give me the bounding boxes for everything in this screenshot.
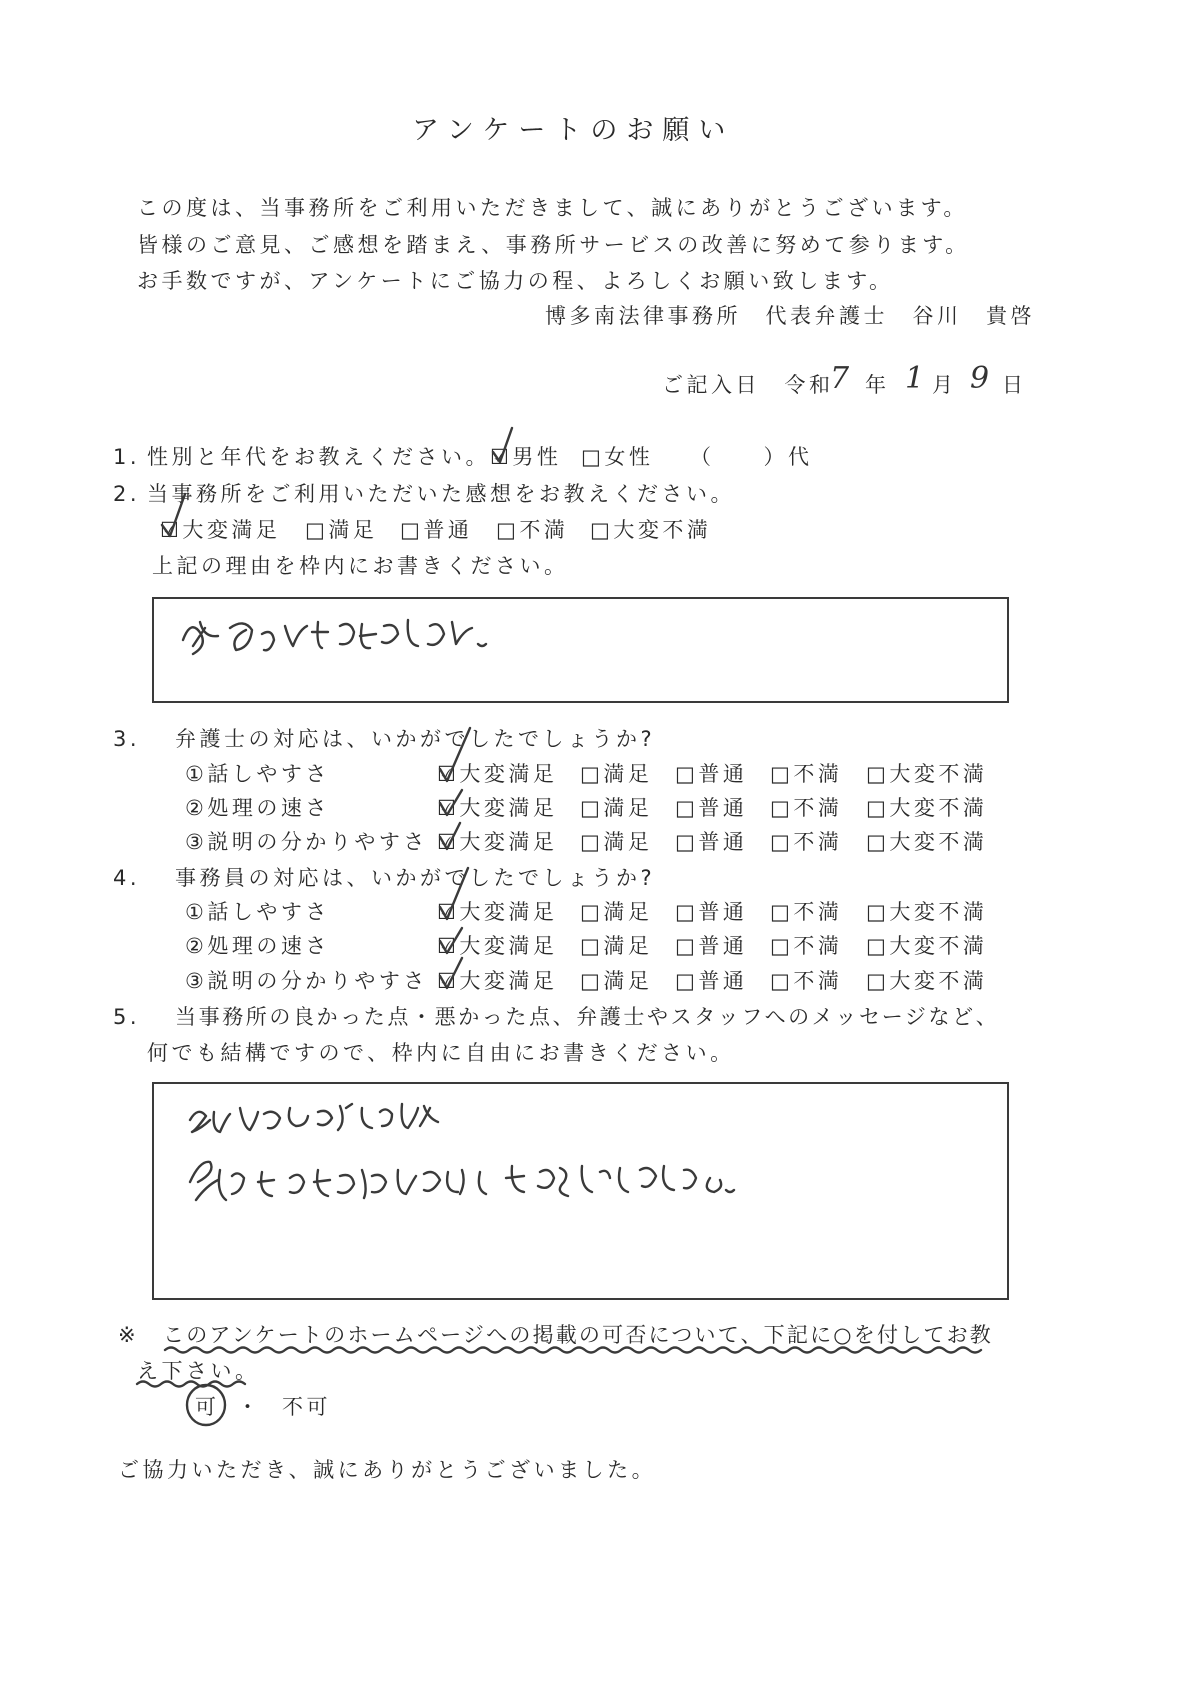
q4-row-3-satisfied[interactable]: □満足 — [580, 969, 653, 993]
q2-option-very-dissatisfied[interactable]: □大変不満 — [590, 518, 712, 542]
q3-row-1-satisfied[interactable]: □満足 — [580, 762, 653, 786]
q4-row-1-satisfied[interactable]: □満足 — [580, 900, 653, 924]
q4-row-3-label: ③説明の分かりやすさ — [185, 969, 428, 993]
note-wavy-underline-1 — [165, 1348, 981, 1353]
date-day-value[interactable]: 9 — [970, 361, 993, 396]
q3-row-1-dissatisfied[interactable]: □不満 — [770, 762, 843, 786]
q2-option-very-satisfied[interactable]: ☑大変満足 — [160, 518, 281, 542]
consent-separator: ・ — [237, 1395, 262, 1419]
q5-number: 5. — [113, 1005, 141, 1029]
q4-row-3-dissatisfied[interactable]: □不満 — [770, 969, 843, 993]
q5-line-2: 何でも結構ですので、枠内に自由にお書きください。 — [147, 1041, 735, 1065]
intro-line-2: 皆様のご意見、ご感想を踏まえ、事務所サービスの改善に努めて参ります。 — [137, 233, 970, 257]
q4-row-2-very-dissatisfied[interactable]: □大変不満 — [866, 934, 988, 958]
q3-text: 弁護士の対応は、いかがでしたでしょうか? — [175, 727, 656, 751]
q2-option-dissatisfied[interactable]: □不満 — [496, 518, 569, 542]
q2-number: 2. — [113, 482, 141, 506]
q3-row-3-label: ③説明の分かりやすさ — [185, 830, 428, 854]
q2-reason-prompt: 上記の理由を枠内にお書きください。 — [152, 554, 569, 578]
q3-row-2-neutral[interactable]: □普通 — [675, 796, 748, 820]
q3-row-3-satisfied[interactable]: □満足 — [580, 830, 653, 854]
q3-row-2-satisfied[interactable]: □満足 — [580, 796, 653, 820]
q3-row-2-dissatisfied[interactable]: □不満 — [770, 796, 843, 820]
q5-line-1: 当事務所の良かった点・悪かった点、弁護士やスタッフへのメッセージなど、 — [175, 1005, 1000, 1029]
date-year-unit: 年 — [865, 373, 890, 397]
intro-line-3: お手数ですが、アンケートにご協力の程、よろしくお願い致します。 — [137, 269, 894, 293]
q3-row-3-dissatisfied[interactable]: □不満 — [770, 830, 843, 854]
q4-row-3-very-dissatisfied[interactable]: □大変不満 — [866, 969, 988, 993]
date-label: ご記入日 令和 — [662, 373, 834, 397]
date-year-value[interactable]: 7 — [830, 361, 853, 396]
q4-text: 事務員の対応は、いかがでしたでしょうか? — [175, 866, 656, 890]
q3-number: 3. — [113, 727, 141, 751]
q3-row-3-very-satisfied[interactable]: ☑大変満足 — [437, 830, 558, 854]
intro-line-1: この度は、当事務所をご利用いただきまして、誠にありがとうございます。 — [137, 196, 968, 220]
consent-option-no[interactable]: 不可 — [282, 1395, 331, 1419]
consent-option-yes[interactable]: 可 — [195, 1395, 220, 1419]
q2-text: 当事務所をご利用いただいた感想をお教えください。 — [147, 482, 735, 506]
closing-message: ご協力いただき、誠にありがとうございました。 — [118, 1458, 657, 1482]
note-line-1: このアンケートのホームページへの掲載の可否について、下記に○を付してお教 — [163, 1323, 994, 1347]
q1-age-field[interactable]: （ ）代 — [690, 445, 813, 469]
q4-number: 4. — [113, 866, 141, 890]
q4-row-3-neutral[interactable]: □普通 — [675, 969, 748, 993]
q1-text: 性別と年代をお教えください。 — [147, 445, 490, 469]
q4-row-1-very-dissatisfied[interactable]: □大変不満 — [866, 900, 988, 924]
date-month-unit: 月 — [932, 373, 957, 397]
q3-row-1-neutral[interactable]: □普通 — [675, 762, 748, 786]
q2-option-satisfied[interactable]: □満足 — [305, 518, 378, 542]
q4-row-1-dissatisfied[interactable]: □不満 — [770, 900, 843, 924]
q3-row-1-very-dissatisfied[interactable]: □大変不満 — [866, 762, 988, 786]
q4-row-2-label: ②処理の速さ — [185, 934, 330, 958]
date-day-unit: 日 — [1002, 373, 1027, 397]
page-title: アンケートのお願い — [412, 115, 735, 146]
date-month-value[interactable]: 1 — [905, 361, 928, 396]
q3-row-3-very-dissatisfied[interactable]: □大変不満 — [866, 830, 988, 854]
q1-number: 1. — [113, 445, 141, 469]
q2-option-neutral[interactable]: □普通 — [400, 518, 473, 542]
q3-row-2-very-dissatisfied[interactable]: □大変不満 — [866, 796, 988, 820]
q4-row-2-very-satisfied[interactable]: ☑大変満足 — [437, 934, 558, 958]
q4-row-1-neutral[interactable]: □普通 — [675, 900, 748, 924]
q3-row-2-very-satisfied[interactable]: ☑大変満足 — [437, 796, 558, 820]
note-line-2: え下さい。 — [137, 1359, 260, 1383]
q4-row-1-very-satisfied[interactable]: ☑大変満足 — [437, 900, 558, 924]
q2-reason-box[interactable] — [152, 597, 1009, 703]
q4-row-2-satisfied[interactable]: □満足 — [580, 934, 653, 958]
q4-row-2-dissatisfied[interactable]: □不満 — [770, 934, 843, 958]
signature: 博多南法律事務所 代表弁護士 谷川 貴啓 — [545, 304, 1035, 328]
q1-option-female[interactable]: □女性 — [581, 445, 654, 469]
q4-row-3-very-satisfied[interactable]: ☑大変満足 — [437, 969, 558, 993]
q1-option-male[interactable]: ☑男性 — [490, 445, 562, 469]
q3-row-1-label: ①話しやすさ — [185, 762, 330, 786]
q3-row-3-neutral[interactable]: □普通 — [675, 830, 748, 854]
note-mark: ※ — [118, 1323, 140, 1347]
q3-row-2-label: ②処理の速さ — [185, 796, 330, 820]
q4-row-2-neutral[interactable]: □普通 — [675, 934, 748, 958]
q3-row-1-very-satisfied[interactable]: ☑大変満足 — [437, 762, 558, 786]
q4-row-1-label: ①話しやすさ — [185, 900, 330, 924]
q5-answer-box[interactable] — [152, 1082, 1009, 1300]
